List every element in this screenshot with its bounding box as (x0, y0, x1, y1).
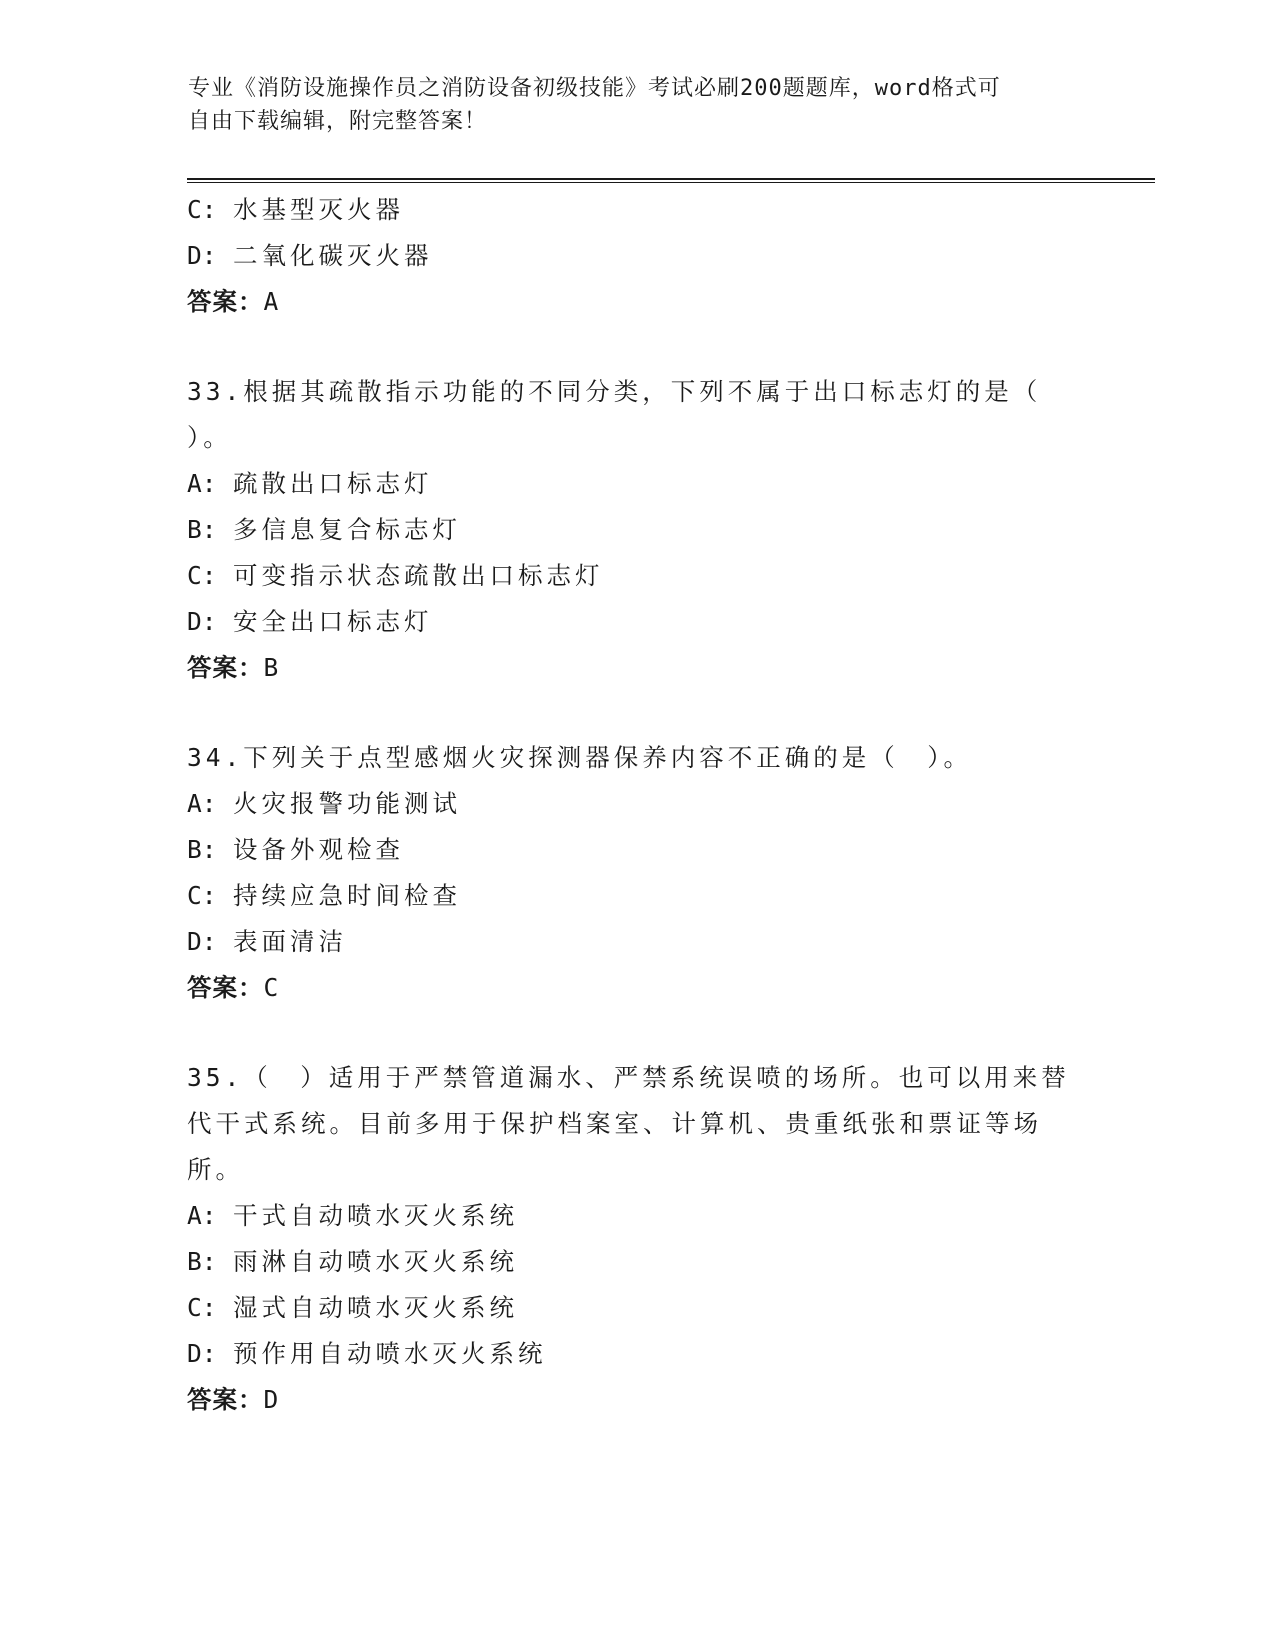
option-label: B: (187, 1247, 217, 1276)
answer-value: D (263, 1385, 280, 1414)
question-stem: 35.（ ）适用于严禁管道漏水、严禁系统误喷的场所。也可以用来替 (187, 1063, 1070, 1092)
option-label: D: (187, 241, 217, 270)
option-label: C: (187, 1293, 217, 1322)
answer-value: C (263, 973, 280, 1002)
option-a (187, 461, 1087, 507)
question-stem: 33.根据其疏散指示功能的不同分类，下列不属于出口标志灯的是（ (187, 377, 1042, 406)
option-c (187, 553, 1087, 599)
answer-line (187, 1377, 1087, 1423)
question-list (187, 187, 1087, 1423)
option-text: 表面清洁 (233, 927, 347, 956)
option-text: 水基型灭火器 (233, 195, 404, 224)
option-text: 二氧化碳灭火器 (233, 241, 433, 270)
option-text: 干式自动喷水灭火系统 (233, 1201, 518, 1230)
option-label: C: (187, 881, 217, 910)
option-text: 湿式自动喷水灭火系统 (233, 1293, 518, 1322)
answer-line (187, 279, 1087, 325)
option-text: 安全出口标志灯 (233, 607, 433, 636)
option-b (187, 1239, 1087, 1285)
answer-line (187, 965, 1087, 1011)
option-label: D: (187, 927, 217, 956)
option-label: B: (187, 515, 217, 544)
option-text: 雨淋自动喷水灭火系统 (233, 1247, 518, 1276)
option-label: B: (187, 835, 217, 864)
option-label: C: (187, 561, 217, 590)
option-text: 持续应急时间检查 (233, 881, 461, 910)
header-line-2: 自由下载编辑，附完整答案！ (188, 109, 488, 134)
option-d (187, 599, 1087, 645)
header-line-1: 专业《消防设施操作员之消防设备初级技能》考试必刷200题题库，word格式可 (188, 76, 1001, 101)
answer-label: 答案： (187, 1385, 264, 1414)
question-stem-cont: 代干式系统。目前多用于保护档案室、计算机、贵重纸张和票证等场 (187, 1109, 1042, 1138)
option-label: C: (187, 195, 217, 224)
answer-line (187, 645, 1087, 691)
option-d (187, 1331, 1087, 1377)
option-text: 可变指示状态疏散出口标志灯 (233, 561, 604, 590)
answer-label: 答案： (187, 653, 264, 682)
answer-value: A (263, 287, 280, 316)
question-35 (187, 1055, 1087, 1423)
question-stem-cont: 所。 (187, 1155, 244, 1184)
option-text: 火灾报警功能测试 (233, 789, 461, 818)
option-c (187, 873, 1087, 919)
option-b (187, 507, 1087, 553)
question-34 (187, 735, 1087, 1011)
option-a (187, 781, 1087, 827)
document-header (188, 72, 1088, 138)
answer-label: 答案： (187, 287, 264, 316)
option-text: 设备外观检查 (233, 835, 404, 864)
option-text: 预作用自动喷水灭火系统 (233, 1339, 547, 1368)
option-c (187, 1285, 1087, 1331)
option-a (187, 1193, 1087, 1239)
question-32-tail (187, 187, 1087, 325)
question-stem: 34.下列关于点型感烟火灾探测器保养内容不正确的是（ ）。 (187, 743, 972, 772)
question-stem-cont: ）。 (187, 423, 232, 452)
option-text: 多信息复合标志灯 (233, 515, 461, 544)
option-label: A: (187, 469, 217, 498)
option-c (187, 187, 1087, 233)
answer-value: B (263, 653, 280, 682)
option-label: D: (187, 607, 217, 636)
option-text: 疏散出口标志灯 (233, 469, 433, 498)
question-33 (187, 369, 1087, 691)
answer-label: 答案： (187, 973, 264, 1002)
option-b (187, 827, 1087, 873)
option-d (187, 919, 1087, 965)
option-d (187, 233, 1087, 279)
option-label: D: (187, 1339, 217, 1368)
option-label: A: (187, 789, 217, 818)
option-label: A: (187, 1201, 217, 1230)
header-divider (187, 178, 1155, 183)
